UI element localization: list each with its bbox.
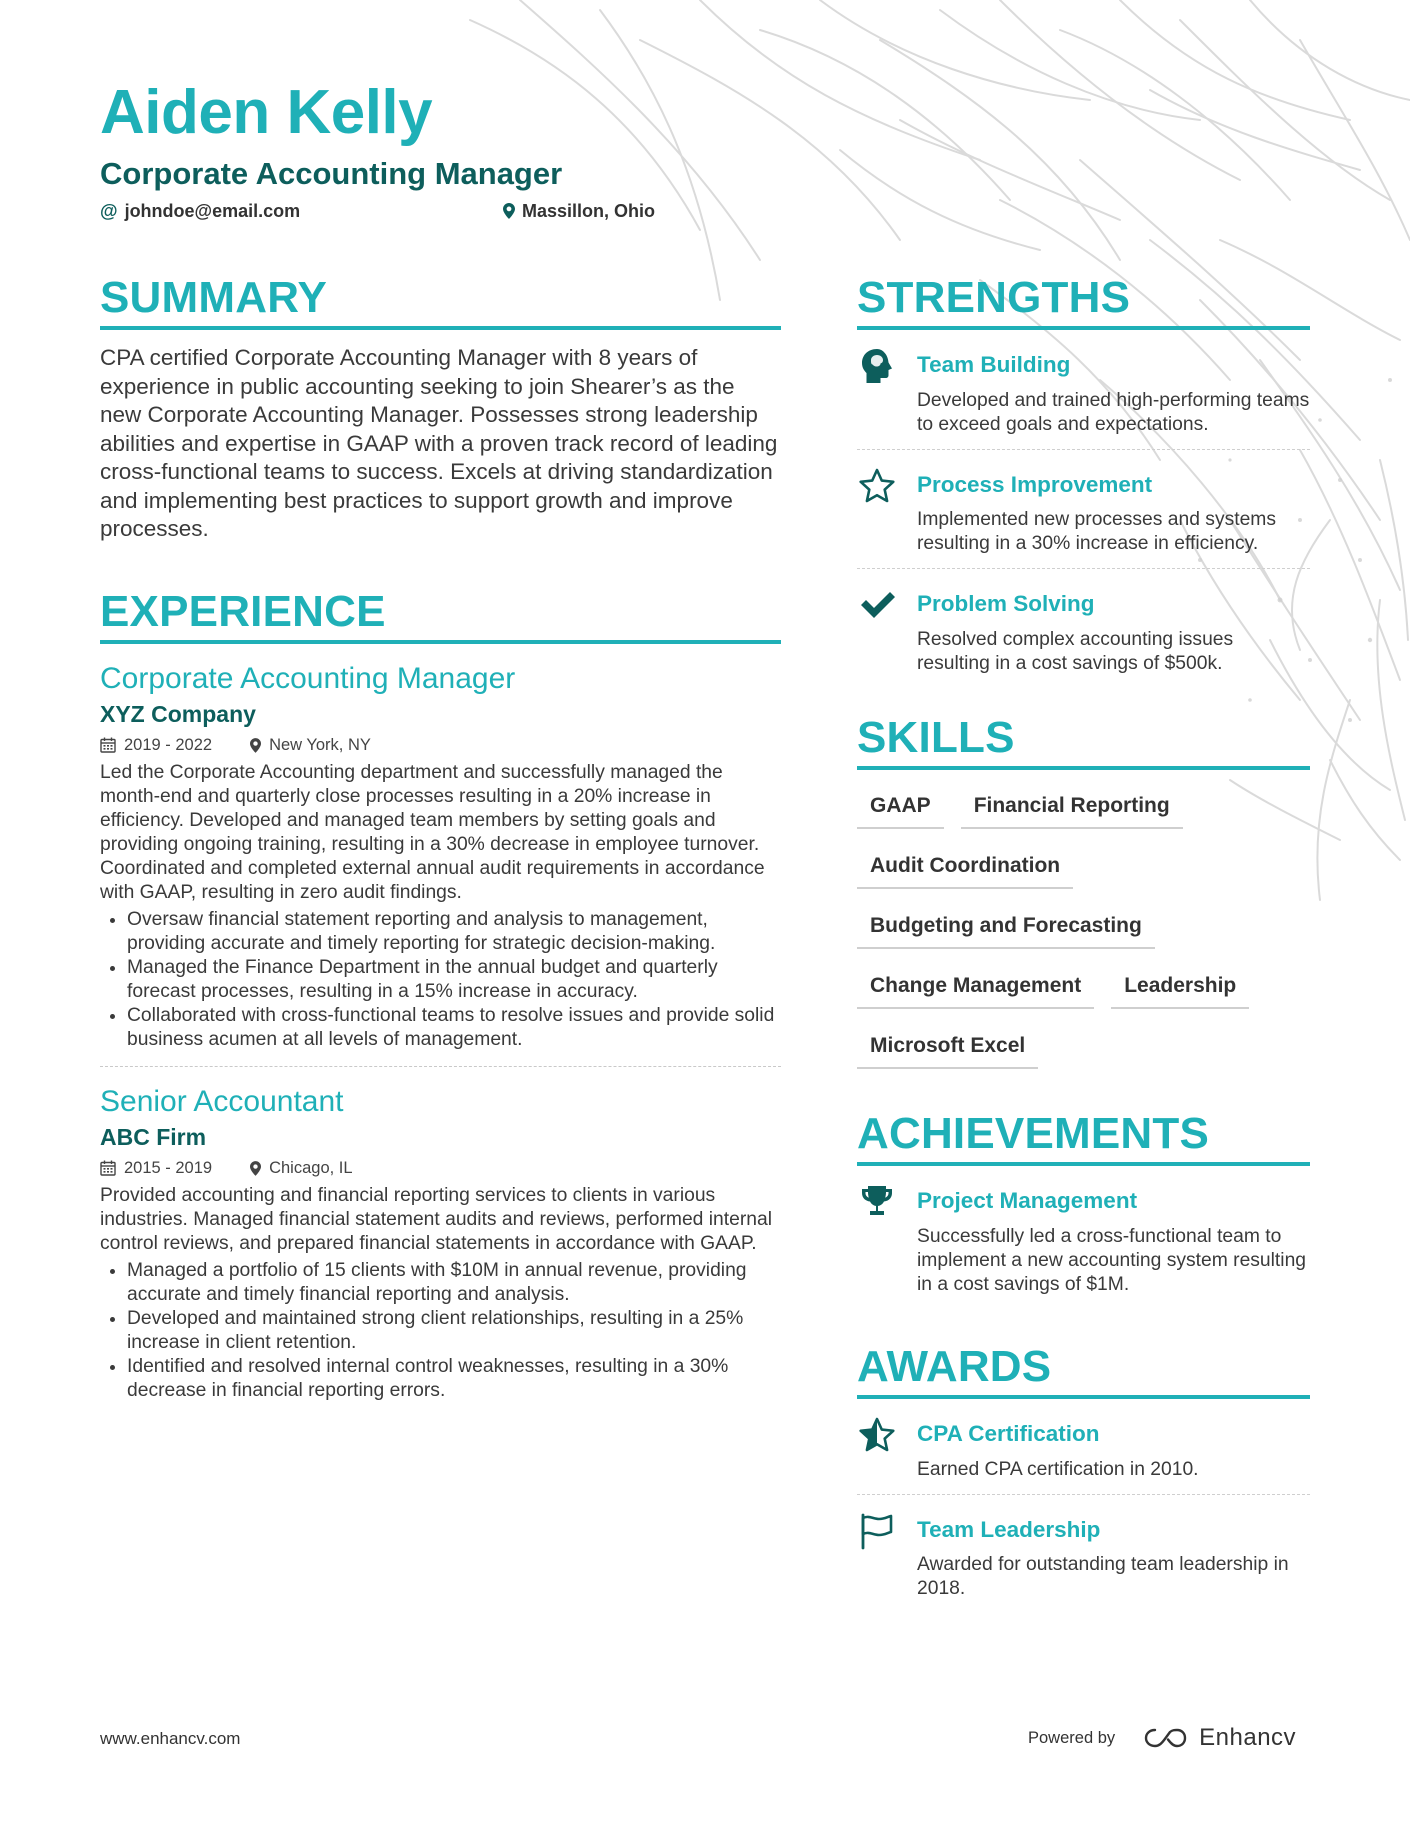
- job-dates: 2019 - 2022: [124, 735, 213, 754]
- skill-tag: Budgeting and Forecasting: [857, 910, 1155, 949]
- job-dates: 2015 - 2019: [124, 1158, 213, 1177]
- candidate-title: Corporate Accounting Manager: [100, 156, 563, 191]
- job-location: New York, NY: [269, 735, 371, 754]
- star-outline-icon: [857, 466, 897, 506]
- experience-heading: EXPERIENCE: [100, 590, 781, 644]
- job-description: Led the Corporate Accounting department and successfully managed the month-end and quarterly close processes resulting in a 20% increase in efficiency. Developed and managed team members by setting goals and providing ongoing training, resulting in a 30% decrease in employee turnover. Coordinated and completed external annual audit requirements in accordance with GAAP, resulting in zero audit findings.: [100, 761, 765, 903]
- item-divider: [857, 449, 1310, 450]
- job-divider: [100, 1066, 781, 1067]
- at-sign-icon: @: [100, 201, 118, 221]
- skills-list: [857, 790, 1310, 1090]
- skill-tag: Change Management: [857, 970, 1094, 1009]
- job-meta: [100, 736, 781, 755]
- location-text: Massillon, Ohio: [522, 201, 656, 221]
- strength-title: Problem Solving: [917, 591, 1095, 616]
- award-item: [857, 1511, 1310, 1602]
- award-item: [857, 1415, 1310, 1482]
- achievements-heading: ACHIEVEMENTS: [857, 1112, 1310, 1166]
- awards-section: [857, 1342, 1310, 1601]
- strength-item: [857, 466, 1310, 557]
- strength-description: Developed and trained high-performing teams to exceed goals and expectations.: [917, 389, 1310, 435]
- job-company: ABC Firm: [100, 1123, 207, 1150]
- strength-description: Implemented new processes and systems resulting in a 30% increase in efficiency.: [917, 509, 1277, 554]
- job-company: XYZ Company: [100, 700, 256, 727]
- achievement-title: Project Management: [917, 1188, 1138, 1213]
- trophy-icon: [857, 1182, 897, 1222]
- item-divider: [857, 568, 1310, 569]
- candidate-name: Aiden Kelly: [100, 78, 433, 147]
- calendar-icon: [100, 737, 116, 753]
- strength-title: Team Building: [917, 352, 1071, 377]
- achievement-description: Successfully led a cross-functional team to implement a new accounting system resulting in a cost savings of $1M.: [917, 1225, 1307, 1295]
- job-bullet: • Collaborated with cross-functional teams to resolve issues and provide solid business acumen at all levels of management.: [127, 1004, 781, 1052]
- calendar-icon: [100, 1160, 116, 1176]
- summary-heading: SUMMARY: [100, 276, 781, 330]
- experience-section: [100, 586, 781, 1403]
- strength-title: Process Improvement: [917, 471, 1153, 497]
- job-bullet: • Managed a portfolio of 15 clients with $10M in annual revenue, providing accurate and timely financial reporting and analysis.: [127, 1259, 781, 1307]
- brand-logo: [1143, 1724, 1296, 1752]
- achievements-section: [857, 1109, 1310, 1297]
- job-bullets: [100, 908, 781, 1052]
- flag-icon: [857, 1511, 897, 1551]
- job-bullet: • Developed and maintained strong client relationships, resulting in a 25% increase in client retention.: [127, 1307, 781, 1355]
- footer-brand[interactable]: [1028, 1724, 1296, 1752]
- skill-tag: Microsoft Excel: [857, 1030, 1038, 1069]
- contact-location: [503, 202, 655, 220]
- job-description: Provided accounting and financial reporting services to clients in various industries. Managed financial statement audits and reviews, performed internal control reviews, and prepared financial statements in accordance with GAAP.: [100, 1184, 772, 1254]
- email-text: johndoe@email.com: [124, 201, 301, 221]
- map-pin-icon: [250, 1161, 261, 1176]
- star-half-icon: [857, 1415, 897, 1455]
- skill-tag: Leadership: [1111, 970, 1249, 1009]
- skill-tag: Financial Reporting: [961, 790, 1183, 829]
- item-divider: [857, 1494, 1310, 1495]
- brand-name: Enhancv: [1199, 1724, 1297, 1751]
- map-pin-icon: [503, 203, 515, 219]
- award-description: Earned CPA certification in 2010.: [917, 1458, 1199, 1480]
- award-description: Awarded for outstanding team leadership in 2018.: [917, 1554, 1289, 1599]
- footer-website-link[interactable]: www.enhancv.com: [100, 1729, 241, 1748]
- award-title: CPA Certification: [917, 1421, 1100, 1446]
- map-pin-icon: [250, 738, 261, 753]
- awards-heading: AWARDS: [857, 1345, 1310, 1399]
- job-bullet: • Oversaw financial statement reporting and analysis to management, providing accurate and timely reporting for strategic decision-making.: [127, 908, 781, 956]
- achievement-item: [857, 1182, 1310, 1297]
- job-bullets: [100, 1259, 781, 1403]
- job-title: Senior Accountant: [100, 1084, 344, 1118]
- job-location: Chicago, IL: [269, 1158, 353, 1177]
- job-meta: [100, 1159, 781, 1178]
- job-entry: [100, 662, 781, 1067]
- head-brain-icon: [857, 346, 897, 386]
- enhancv-logo-icon: [1143, 1726, 1189, 1750]
- job-bullet: • Managed the Finance Department in the annual budget and quarterly forecast processes, resulting in a 15% increase in accuracy.: [127, 956, 781, 1004]
- skill-tag: GAAP: [857, 790, 944, 829]
- left-column: [100, 273, 781, 1403]
- skills-section: [857, 713, 1310, 1090]
- strengths-section: [857, 273, 1310, 676]
- strength-description: Resolved complex accounting issues resulting in a cost savings of $500k.: [917, 628, 1234, 674]
- award-title: Team Leadership: [917, 1516, 1101, 1542]
- job-bullet: • Identified and resolved internal control weaknesses, resulting in a 30% decrease in financial reporting errors.: [127, 1355, 781, 1403]
- skill-tag: Audit Coordination: [857, 850, 1073, 889]
- strength-item: [857, 346, 1310, 437]
- job-entry: [100, 1085, 781, 1403]
- job-title: Corporate Accounting Manager: [100, 661, 516, 695]
- checkmark-icon: [857, 585, 897, 625]
- skills-heading: SKILLS: [857, 716, 1310, 770]
- strength-item: [857, 585, 1310, 676]
- contact-email[interactable]: [100, 202, 300, 220]
- summary-text: CPA certified Corporate Accounting Manager with 8 years of experience in public accounting seeking to join Shearer’s as the new Corporate Accounting Manager. Possesses strong leadership abilities and expertise in GAAP with a proven track record of leading cross-functional teams to success. Excels at driving standardization and implementing best practices to support growth and improve processes.: [100, 345, 778, 541]
- powered-by-label: Powered by: [1028, 1728, 1116, 1747]
- strengths-heading: STRENGTHS: [857, 276, 1310, 330]
- summary-section: [100, 273, 781, 544]
